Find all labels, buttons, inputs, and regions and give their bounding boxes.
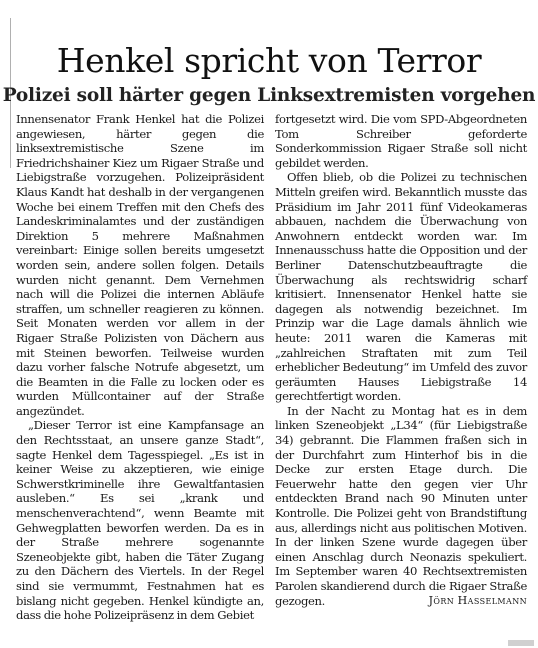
paragraph: Innensenator Frank Henkel hat die Polizei angewiesen, härter gegen die linksextremistische Szene im Friedrichshainer Kiez um Rigaer Straße und Liebigstraße vorzugehen. Polizeipräsident Klaus Kandt hat deshalb in der vergangenen Woche bei einem Treffen mit den Chefs des Landeskriminalamtes und der zuständigen Direktion 5 mehrere Maßnahmen vereinbart: Einige sollen bereits umgesetzt worden sein, andere sollen folgen. Details wurden nicht genannt. Dem Vernehmen nach will die Polizei die internen Abläufe straffen, um schneller reagieren zu können. Seit Monaten werden vor allem in der Rigaer Straße Polizisten von Dächern aus mit Steinen beworfen. Teilweise wurden dazu vorher falsche Notrufe abgesetzt, um die Beamten in die Falle zu locken oder es wurden Müllcontainer auf der Straße angezündet. [16, 112, 264, 418]
page-corner-mark [508, 640, 534, 646]
paragraph: fortgesetzt wird. Die vom SPD-Abgeordneten Tom Schreiber geforderte Sonderkommission Rigaer Straße soll nicht gebildet werden. [275, 112, 527, 170]
paragraph: „Dieser Terror ist eine Kampfansage an den Rechtsstaat, an unsere ganze Stadt“, sagte Henkel dem Tagesspiegel. „Es ist in keiner Weise zu akzeptieren, wie einige Schwerstkriminelle ihre Gewaltfantasien ausleben.“ Es sei „krank und menschenverachtend“, wenn Beamte mit Gehwegplatten beworfen werden. Da es in der Straße mehrere sogenannte Szeneobjekte gibt, haben die Täter Zugang zu den Dächern des Viertels. In der Regel sind sie vermummt, Festnahmen hat es bislang nicht gegeben. Henkel kündigte an, dass die hohe Polizeipräsenz in dem Gebiet [16, 418, 264, 623]
paragraph: Offen blieb, ob die Polizei zu technischen Mitteln greifen wird. Bekanntlich musste das Präsidium im Jahr 2011 fünf Videokameras abbauen, nachdem die Überwachung von Anwohnern entdeckt worden war. Im Innenausschuss hatte die Opposition und der Berliner Datenschutzbeauftragte die Überwachung als rechtswidrig scharf kritisiert. Innensenator Henkel hatte sie dagegen als notwendig bezeichnet. Im Prinzip war die Lage damals ähnlich wie heute: 2011 waren die Kameras mit „zahlreichen Straftaten mit zum Teil erheblicher Bedeutung“ im Umfeld des zuvor geräumten Hauses Liebigstraße 14 gerechtfertigt worden. [275, 170, 527, 404]
paragraph-text: In der Nacht zu Montag hat es in dem linken Szeneobjekt „L34“ (für Liebigstraße 34) gebrannt. Die Flammen fraßen sich in der Durchfahrt zum Hinterhof bis in die Decke zur ersten Etage durch. Die Feuerwehr hatte den gegen vier Uhr entdeckten Brand nach 90 Minuten unter Kontrolle. Die Polizei geht von Brandstiftung aus, allerdings nicht aus politischen Motiven. In der linken Szene wurde dagegen über einen Anschlag durch Neonazis spekuliert. Im September waren 40 Rechtsextremisten Parolen skandierend durch die Rigaer Straße gezogen. [275, 403, 527, 608]
paragraph-last [275, 404, 527, 608]
article-column-right [275, 112, 527, 608]
author-byline: Jörn Hasselmann [428, 593, 527, 607]
article-column-left [16, 112, 264, 623]
headline: Henkel spricht von Terror [56, 41, 482, 81]
subheadline: Polizei soll härter gegen Linksextremisten vorgehen [2, 85, 536, 107]
